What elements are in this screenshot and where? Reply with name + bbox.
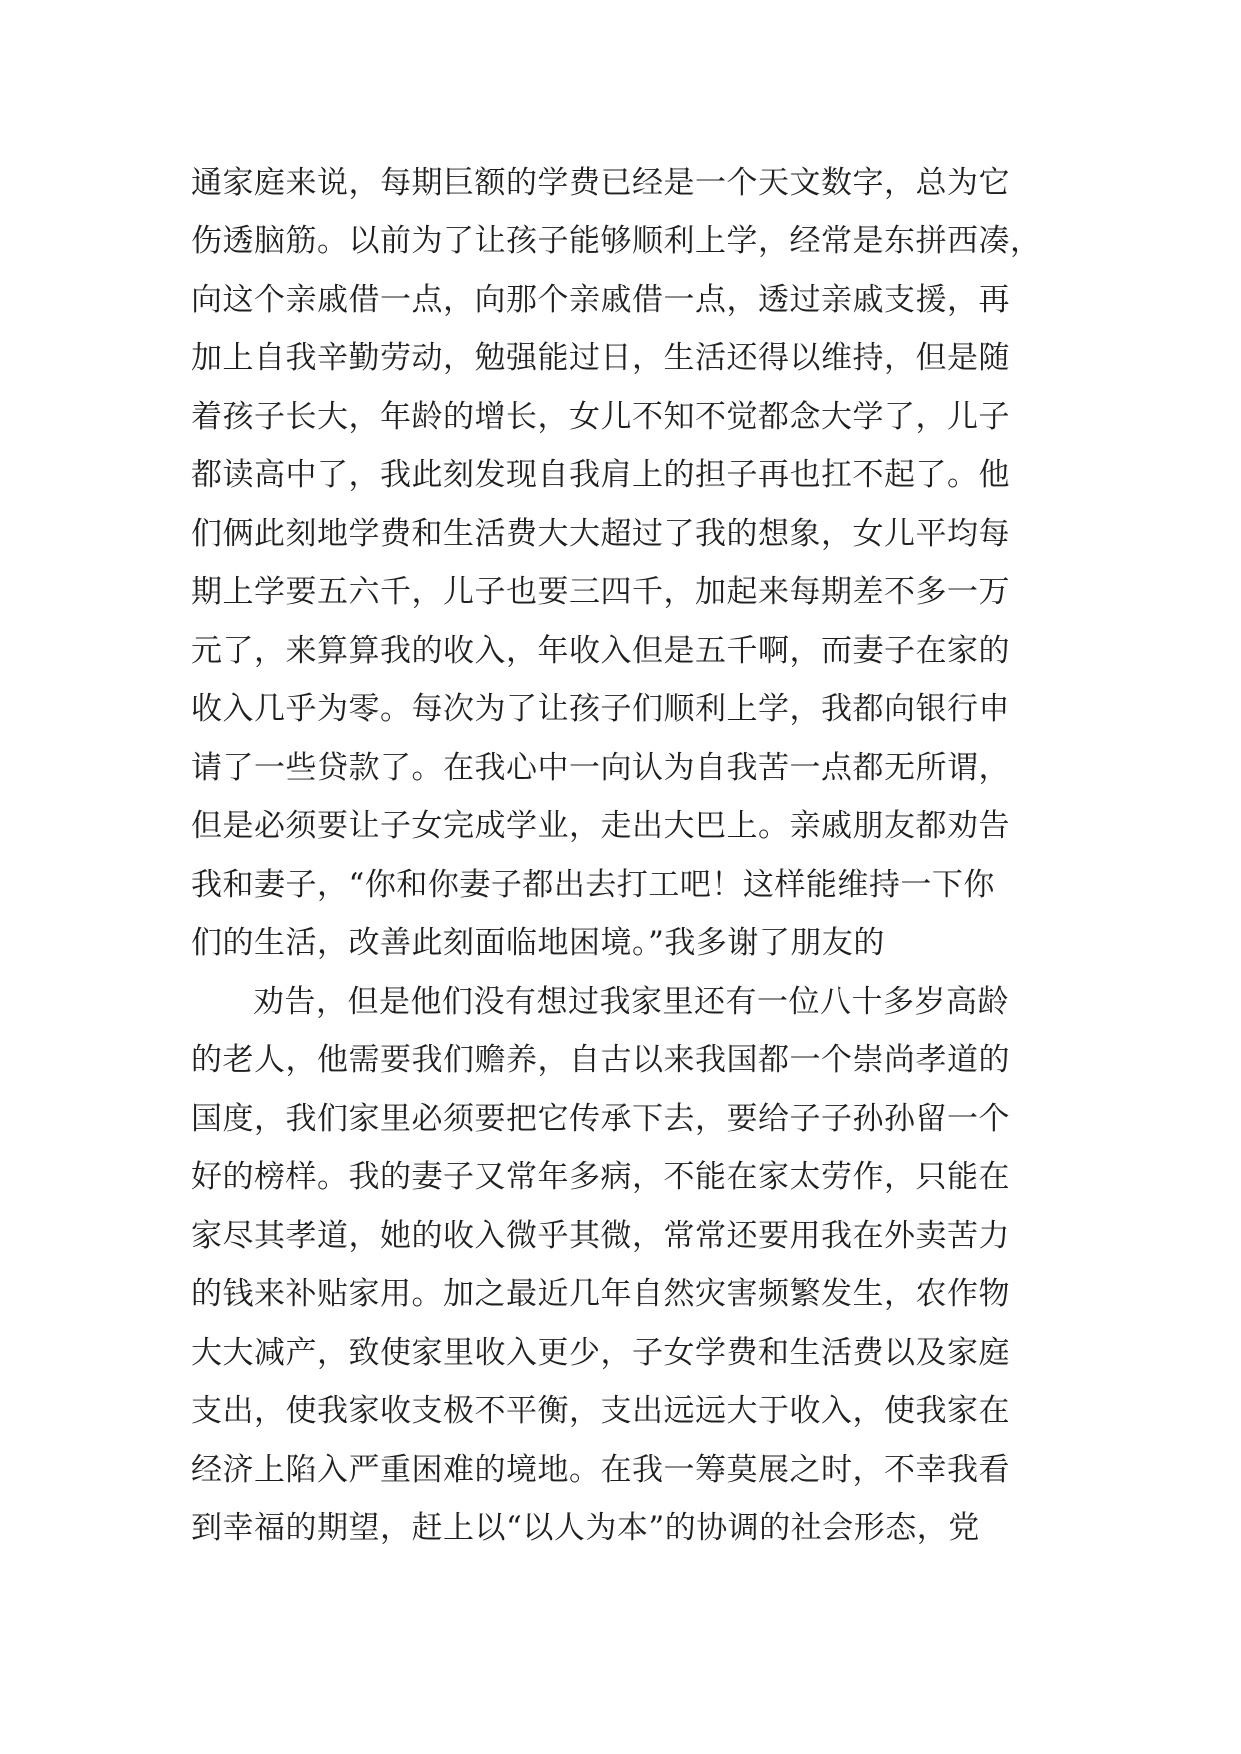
text-line: 期上学要五六千，儿子也要三四千，加起来每期差不多一万	[191, 574, 1010, 610]
text-line: 我和妻子，“你和你妻子都出去打工吧！这样能维持一下你	[191, 867, 995, 903]
text-line: 加上自我辛勤劳动，勉强能过日，生活还得以维持，但是随	[191, 340, 1010, 376]
text-line: 伤透脑筋。以前为了让孩子能够顺利上学，经常是东拼西凑，	[191, 223, 1042, 259]
text-line: 收入几乎为零。每次为了让孩子们顺利上学，我都向银行申	[191, 691, 1010, 727]
text-line: 通家庭来说，每期巨额的学费已经是一个天文数字，总为它	[191, 165, 1010, 201]
text-line: 的老人，他需要我们赡养，自古以来我国都一个崇尚孝道的	[191, 1042, 1010, 1078]
text-line: 支出，使我家收支极不平衡，支出远远大于收入，使我家在	[191, 1393, 1010, 1429]
text-line: 到幸福的期望，赶上以“以人为本”的协调的社会形态，党	[191, 1510, 980, 1546]
paragraph-start-line: 劝告，但是他们没有想过我家里还有一位八十多岁高龄	[253, 984, 1009, 1020]
text-line: 国度，我们家里必须要把它传承下去，要给子子孙孙留一个	[191, 1101, 1010, 1137]
text-line: 经济上陷入严重困难的境地。在我一筹莫展之时，不幸我看	[191, 1452, 1010, 1488]
text-line: 请了一些贷款了。在我心中一向认为自我苦一点都无所谓，	[191, 750, 1010, 786]
text-line: 的钱来补贴家用。加之最近几年自然灾害频繁发生，农作物	[191, 1276, 1010, 1312]
text-line: 着孩子长大，年龄的增长，女儿不知不觉都念大学了，儿子	[191, 399, 1010, 435]
text-line: 向这个亲戚借一点，向那个亲戚借一点，透过亲戚支援，再	[191, 282, 1010, 318]
text-line: 元了，来算算我的收入，年收入但是五千啊，而妻子在家的	[191, 633, 1010, 669]
text-line: 家尽其孝道，她的收入微乎其微，常常还要用我在外卖苦力	[191, 1218, 1010, 1254]
text-line: 们的生活，改善此刻面临地困境。”我多谢了朋友的	[191, 925, 885, 961]
text-line: 好的榜样。我的妻子又常年多病，不能在家太劳作，只能在	[191, 1159, 1010, 1195]
text-line: 大大减产，致使家里收入更少，子女学费和生活费以及家庭	[191, 1335, 1010, 1371]
text-line: 们俩此刻地学费和生活费大大超过了我的想象，女儿平均每	[191, 516, 1010, 552]
text-line: 但是必须要让子女完成学业，走出大巴上。亲戚朋友都劝告	[191, 808, 1010, 844]
text-line: 都读高中了，我此刻发现自我肩上的担子再也扛不起了。他	[191, 457, 1010, 493]
